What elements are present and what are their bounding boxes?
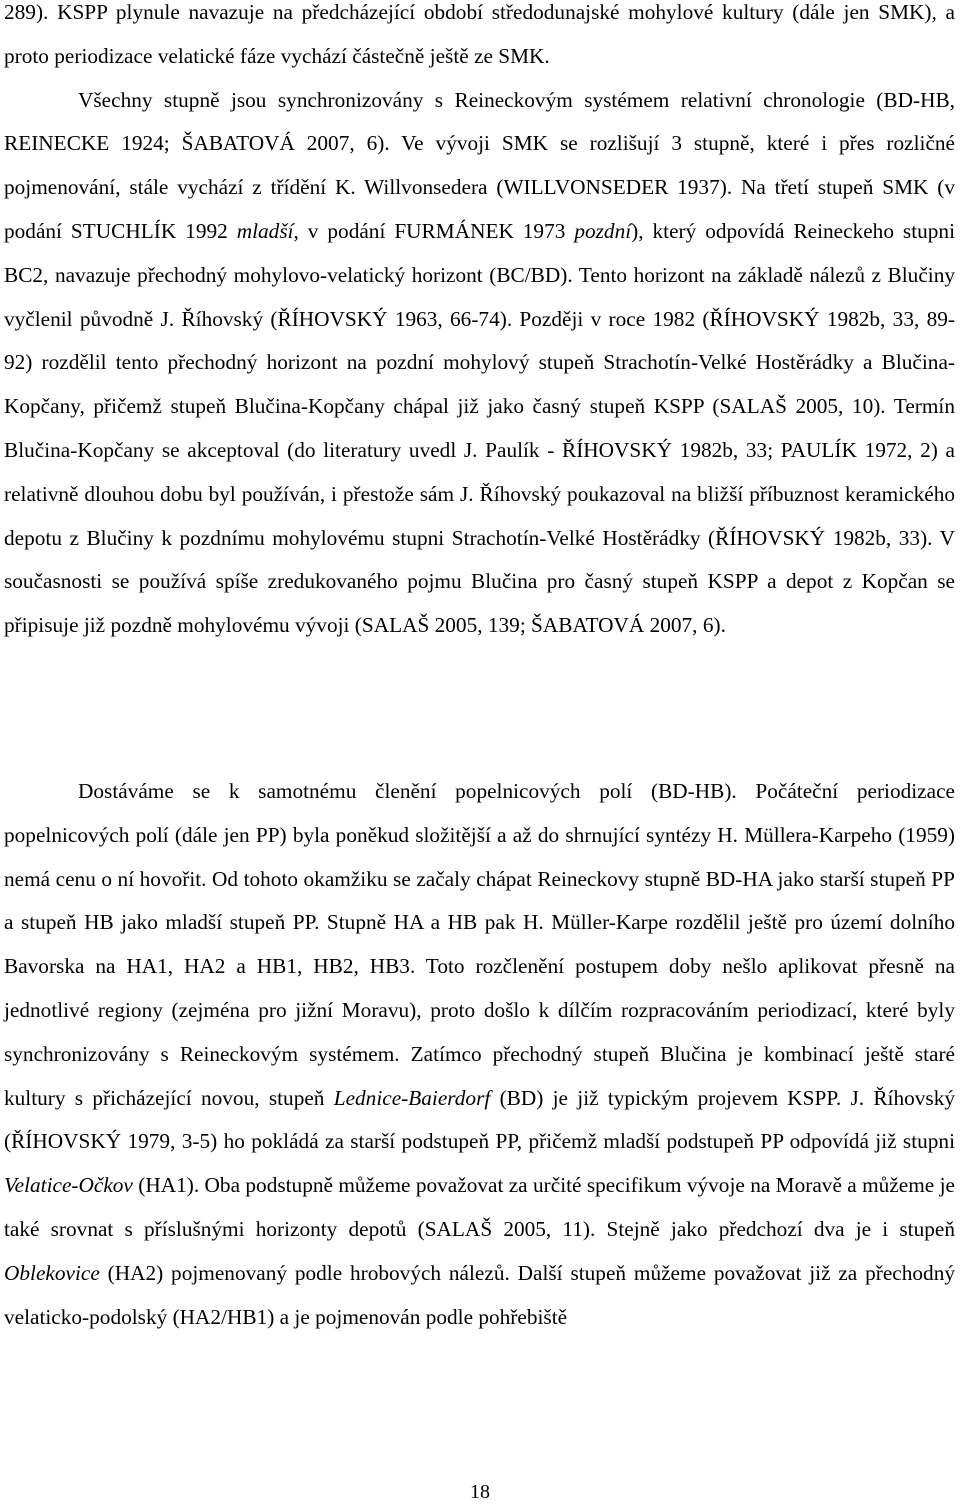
paragraph-1-text-b: , v podání FURMÁNEK 1973: [293, 218, 575, 243]
paragraph-2-text-c: (HA1). Oba podstupně můžeme považovat za určité specifikum vývoje na Moravě a můžeme je také srovnat s příslušnými horizonty depotů (SALAŠ 2005, 11). Stejně jako předchozí dva je i stupeň: [4, 1173, 955, 1241]
paragraph-2-italic-oblekovice: Oblekovice: [4, 1260, 100, 1285]
page-number: 18: [470, 1481, 490, 1503]
paragraph-2-text-a: Dostáváme se k samotnému členění popelnicových polí (BD-HB). Počáteční periodizace popelnicových polí (dále jen PP) byla poněkud složitější a až do shrnující syntézy H. Müllera-Karpeho (1959) nemá cenu o ní hovořit. Od tohoto okamžiku se začaly chápat Reineckovy stupně BD-HA jako starší stupeň PP a stupeň HB jako mladší stupeň PP. Stupně HA a HB pak H. Müller-Karpe rozdělil ještě pro území dolního Bavorska na HA1, HA2 a HB1, HB2, HB3. Toto rozčlenění postupem doby nešlo aplikovat přesně na jednotlivé regiony (zejména pro jižní Moravu), proto došlo k dílčím rozpracováním periodizací, které byly synchronizovány s Reineckovým systémem. Zatímco přechodný stupeň Blučina je kombinací ještě staré kultury s přicházející novou, stupeň: [4, 779, 955, 1110]
paragraph-2-text-b: (BD) je již typickým projevem KSPP. J. Říhovský (ŘÍHOVSKÝ 1979, 3-5) ho pokládá za starší podstupeň PP, přičemž mladší podstupeň PP odpovídá již stupni: [4, 1085, 956, 1154]
paragraph-1-text-a: Všechny stupně jsou synchronizovány s Reineckovým systémem relativní chronologie (BD-HB, REINECKE 1924; ŠABATOVÁ 2007, 6). Ve vývoji SMK se rozlišují 3 stupně, které i přes rozličné pojmenování, stále vychází z třídění K. Willvonsedera (WILLVONSEDER 1937). Na třetí stupeň SMK (v podání STUCHLÍK 1992: [4, 87, 955, 243]
paragraph-1-start: 289). KSPP plynule navazuje na předcházející období středodunajské mohylové kultury (dále jen SMK), a proto periodizace velatické fáze vychází částečně ještě ze SMK.: [4, 0, 955, 68]
paragraph-1-text-c: ), který odpovídá Reineckeho stupni BC2, navazuje přechodný mohylovo-velatický horizont (BC/BD). Tento horizont na základě nálezů z Blučiny vyčlenil původně J. Říhovský (ŘÍHOVSKÝ 1963, 66-74). Později v roce 1982 (ŘÍHOVSKÝ 1982b, 33, 89-92) rozdělil tento přechodný horizont na pozdní mohylový stupeň Strachotín-Velké Hostěrádky a Blučina-Kopčany, přičemž stupeň Blučina-Kopčany chápal již jako časný stupeň KSPP (SALAŠ 2005, 10). Termín Blučina-Kopčany se akceptoval (do literatury uvedl J. Paulík - ŘÍHOVSKÝ 1982b, 33; PAULÍK 1972, 2) a relativně dlouhou dobu byl používán, i přestože sám J. Říhovský poukazoval na bližší příbuznost keramického depotu z Blučiny k pozdnímu mohylovému stupni Strachotín-Velké Hostěrádky (ŘÍHOVSKÝ 1982b, 33). V současnosti se používá spíše zredukovaného pojmu Blučina pro časný stupeň KSPP a depot z Kopčan se připisuje již pozdně mohylovému vývoji (SALAŠ 2005, 139; ŠABATOVÁ 2007, 6).: [4, 218, 955, 638]
paragraph-2-italic-velatice-ockov: Velatice-Očkov: [4, 1173, 133, 1198]
paragraph-1: [4, 0, 955, 648]
paragraph-1-italic-pozdni: pozdní: [574, 218, 632, 243]
paragraph-2-text-d: (HA2) pojmenovaný podle hrobových nálezů. Další stupeň můžeme považovat již za přechodný velaticko-podolský (HA2/HB1) a je pojmenován podle pohřebiště: [4, 1260, 955, 1329]
paragraph-1-italic-mladsi: mladší: [236, 218, 294, 243]
paragraph-2-italic-lednice-baierdorf: Lednice-Baierdorf: [333, 1085, 491, 1110]
paragraph-2: [4, 770, 955, 1339]
